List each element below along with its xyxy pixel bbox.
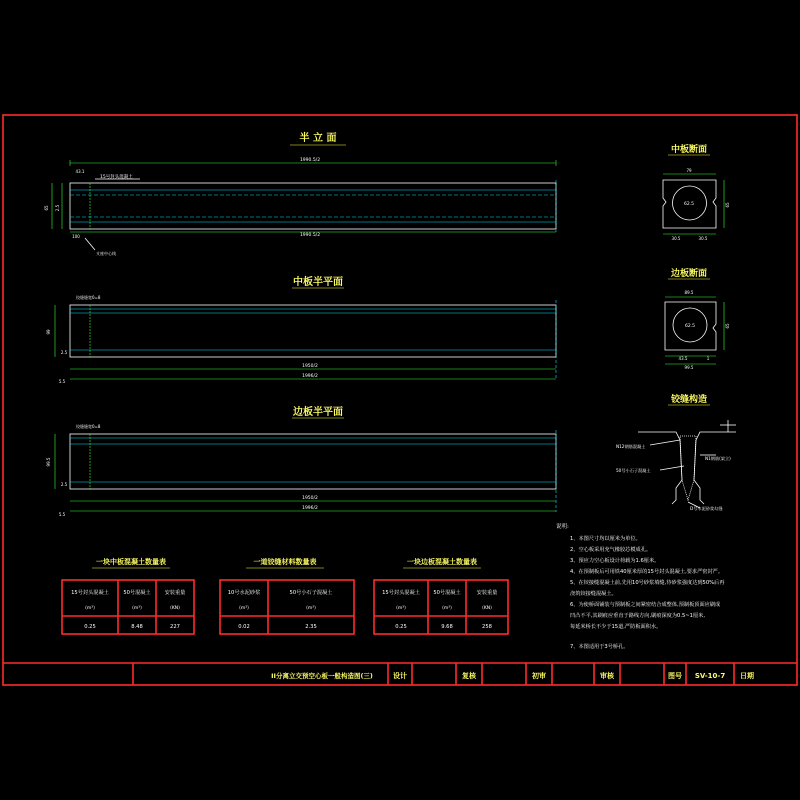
table-joint-u1: (m³) <box>239 606 249 611</box>
elevation-left-h1: 65 <box>44 205 49 211</box>
edge-plan-bottom-left: 5.5 <box>58 512 66 517</box>
title-initial-check-label: 初审 <box>532 672 546 680</box>
note-2: 2、空心板采用充气橡胶芯模成孔。 <box>570 547 652 553</box>
table-mid-v2: 8.48 <box>131 624 143 630</box>
note-5b: 浇筑铰接缝混凝土。 <box>570 591 617 597</box>
title-approve-label: 审核 <box>600 672 614 680</box>
table-edge-u1: (m³) <box>396 606 406 611</box>
mid-plan-title: 中板半平面 <box>293 277 343 288</box>
table-edge-u2: (m³) <box>442 606 452 611</box>
mid-plan-left-dim2: 2.5 <box>60 350 68 355</box>
table-mid-plate <box>62 557 194 634</box>
table-mid-u2: (m³) <box>132 606 142 611</box>
table-joint-h1: 10号水泥砂浆 <box>227 590 261 596</box>
elevation-note-bottom: 支座中心线 <box>96 251 116 256</box>
table-mid-h1: 15号封头混凝土 <box>71 590 109 596</box>
mid-plan-note: 铰缝缝宽0=8 <box>76 295 101 300</box>
table-mid-v3: 227 <box>170 624 180 630</box>
table-mid-h3: 安装重量 <box>164 590 186 596</box>
table-joint-u2: (m³) <box>306 606 316 611</box>
edge-section-view <box>665 267 730 370</box>
mid-section-view <box>663 143 730 241</box>
table-mid-title: 一块中板混凝土数量表 <box>96 558 166 566</box>
table-joint-v1: 0.02 <box>238 624 250 630</box>
table-joint-title: 一道铰缝材料数量表 <box>253 558 317 566</box>
edge-section-top-dim: 89.5 <box>684 290 694 295</box>
edge-plan-title: 边板半平面 <box>293 407 343 418</box>
joint-detail-title: 铰缝构造 <box>670 395 708 405</box>
table-joint <box>220 557 354 634</box>
table-edge-v3: 258 <box>482 624 492 630</box>
elevation-note-top: 15号封头混凝土 <box>100 175 133 180</box>
table-joint-h2: 50号小石子混凝土 <box>289 590 333 596</box>
table-mid-u3: (KN) <box>170 606 180 611</box>
edge-plan-note: 铰缝缝宽0=8 <box>76 424 101 429</box>
joint-label-3: 50号小石子混凝土 <box>616 468 651 473</box>
mid-section-top-dim: 79 <box>686 168 692 173</box>
notes-block <box>556 522 725 650</box>
edge-section-title: 边板断面 <box>670 269 708 279</box>
edge-plan-left-dim1: 99.5 <box>46 457 51 467</box>
joint-detail-view <box>616 393 736 512</box>
table-edge-h2: 50号混凝土 <box>433 590 461 596</box>
table-mid-v1: 0.25 <box>84 624 96 630</box>
table-edge-u3: (KN) <box>482 606 492 611</box>
table-mid-u1: (m³) <box>85 606 95 611</box>
mid-plan-dim1: 1950/2 <box>302 364 318 369</box>
table-edge-title: 一块边板混凝土数量表 <box>407 558 477 566</box>
note-3: 3、预应力空心板设计荷载为1.6厘米。 <box>570 558 660 564</box>
note-1: 1、本图尺寸均以厘米为单位。 <box>570 536 641 542</box>
note-6c: 每延米桥长不少于15道,严防板面积水。 <box>570 624 662 630</box>
title-design-label: 设计 <box>393 672 407 680</box>
mid-plan-left-dim1: 99 <box>46 329 51 335</box>
mid-section-bottom2: 30.5 <box>698 236 708 241</box>
edge-section-bottom2: 1 <box>706 356 710 361</box>
note-4: 4、在预制板后可用铁40厘米厚的15号封头混凝土,要求严密封严。 <box>570 569 724 575</box>
mid-section-title: 中板断面 <box>670 145 708 155</box>
title-date-label: 日期 <box>740 672 754 680</box>
notes-heading: 说明: <box>556 524 569 530</box>
title-review-label: 复核 <box>462 672 476 680</box>
elevation-left-h2: 2.5 <box>55 204 60 212</box>
mid-section-height: 65 <box>725 202 730 208</box>
edge-section-total: 99.5 <box>684 365 694 370</box>
table-edge-v2: 9.68 <box>441 624 453 630</box>
mid-plan-bottom-left: 5.5 <box>58 379 66 384</box>
elevation-title: 半 立 面 <box>299 133 337 144</box>
mid-plan-view <box>46 275 556 384</box>
table-edge-h1: 15号封头混凝土 <box>382 590 420 596</box>
elevation-view <box>44 131 556 256</box>
note-6a: 6、为使桥面铺装与预制板之间紧密结合成整体,预制板顶面应刷成 <box>570 602 721 608</box>
title-drawing-no-label: 图号 <box>668 672 682 680</box>
joint-label-1: N12钢筋混凝土 <box>616 444 646 449</box>
note-6b: 凹凸不平,其刷痕应垂直于路线方向,刷痕深度为0.5~1厘米, <box>570 613 705 619</box>
edge-plan-view <box>46 405 556 517</box>
edge-section-hole: 62.5 <box>684 324 696 329</box>
elevation-top-dim: 1990.5/2 <box>299 158 321 163</box>
table-edge-h3: 安装重量 <box>476 590 498 596</box>
title-drawing-name: II分离立交预空心板一般构造图(三) <box>271 672 373 680</box>
title-drawing-no: SV-10-7 <box>694 672 726 680</box>
mid-section-hole: 62.5 <box>683 202 695 207</box>
edge-plan-left-dim2: 2.5 <box>60 482 68 487</box>
note-7: 7、本图适用于3号桥孔。 <box>570 644 629 650</box>
edge-plan-dim1: 1950/2 <box>302 496 318 501</box>
joint-label-2: N1钢筋(架立) <box>705 456 731 461</box>
mid-plan-dim2: 1996/2 <box>302 374 318 379</box>
table-mid-h2: 50号混凝土 <box>123 590 151 596</box>
elevation-bottom-left: 100 <box>72 234 80 239</box>
edge-section-height: 65 <box>725 323 730 329</box>
title-block <box>133 663 754 685</box>
elevation-left-dim: 43.1 <box>75 169 85 174</box>
edge-plan-dim2: 1996/2 <box>302 506 318 511</box>
note-5a: 5、在铰接缝混凝土前,先用10号砂浆填缝,待砂浆强度达到50%后再 <box>570 580 725 586</box>
table-joint-v2: 2.35 <box>305 624 317 630</box>
joint-label-4: D号水泥砂浆勾缝 <box>690 506 723 511</box>
table-edge-v1: 0.25 <box>395 624 407 630</box>
table-edge-plate <box>374 557 508 634</box>
elevation-bottom-dim: 1990.5/2 <box>299 233 321 238</box>
edge-section-bottom1: 43.5 <box>678 356 688 361</box>
mid-section-bottom1: 30.5 <box>671 236 681 241</box>
